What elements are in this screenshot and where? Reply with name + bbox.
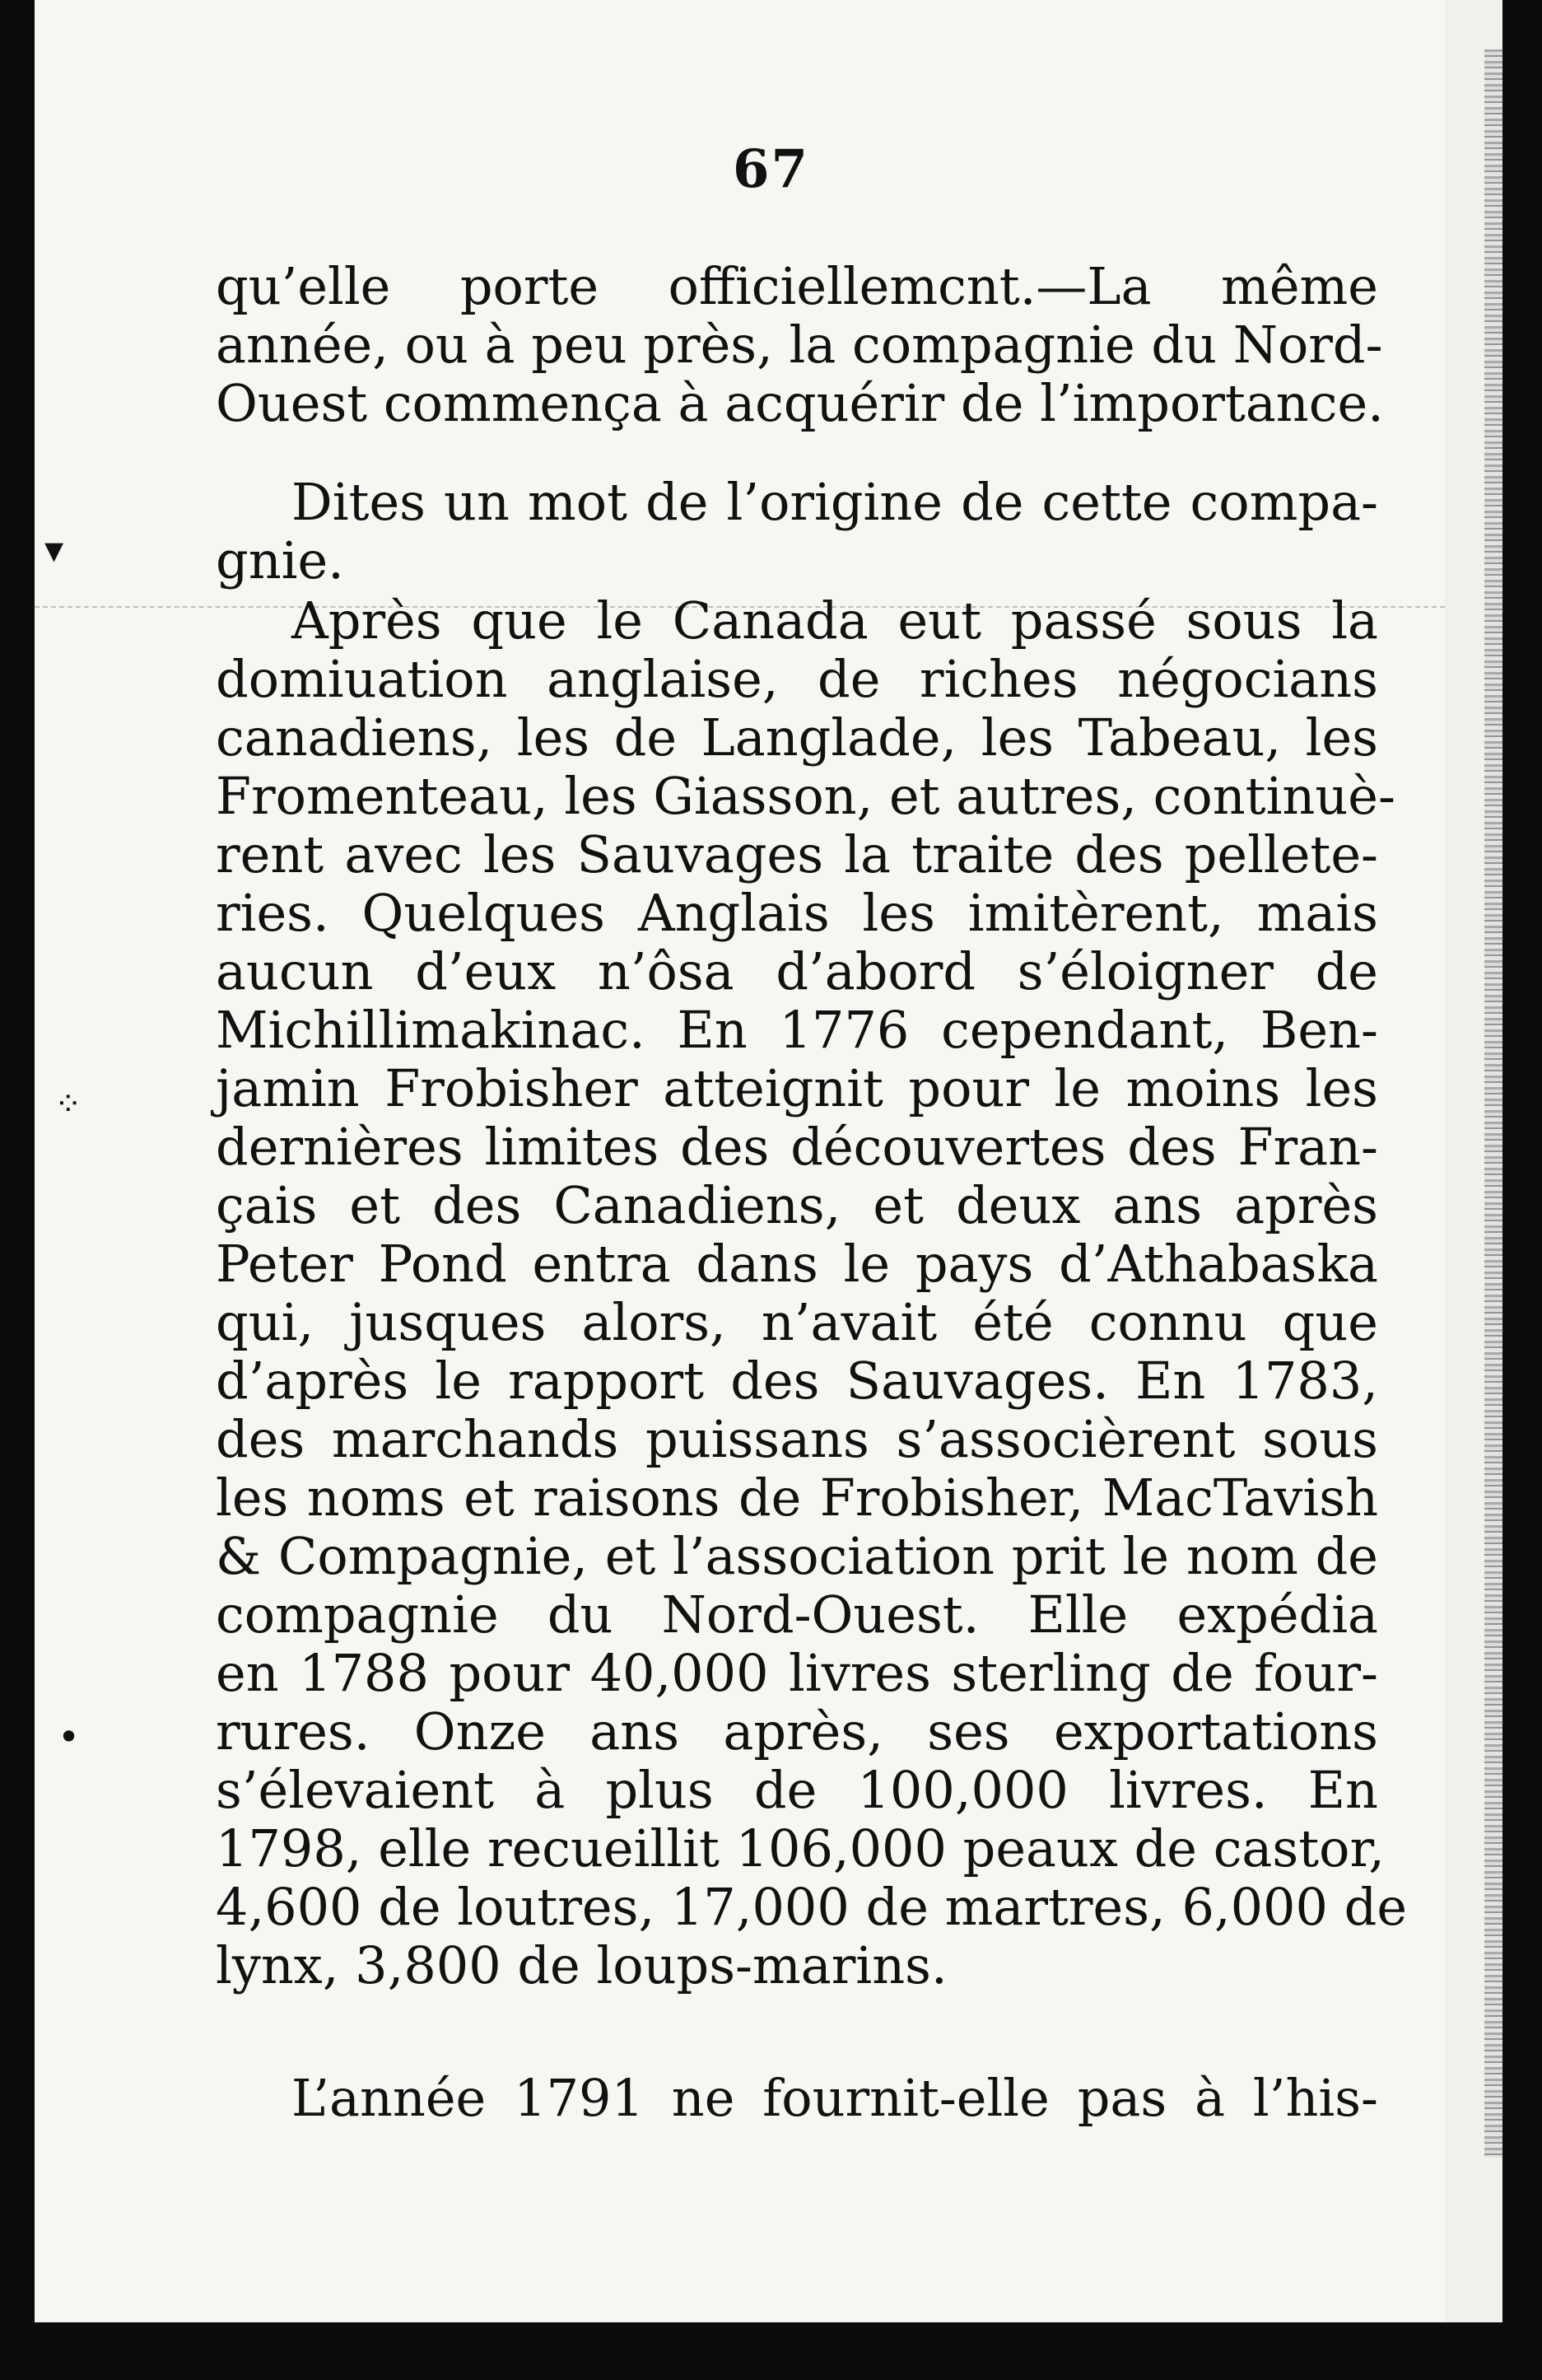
text-line: 4,600 de loutres, 17,000 de martres, 6,000 de — [216, 1877, 1408, 1937]
text-line: & Compagnie, et l’association prit le nom de — [216, 1526, 1378, 1586]
text-line: gnie. — [216, 530, 344, 590]
question-paragraph — [216, 2069, 1378, 2127]
text-line: rures. Onze ans après, ses exportations — [216, 1701, 1378, 1762]
text-line: dernières limites des découvertes des Fran- — [216, 1117, 1378, 1177]
text-line: Peter Pond entra dans le pays d’Athabaska — [216, 1234, 1378, 1294]
scan-edge-left — [0, 0, 35, 2380]
text-line: qui, jusques alors, n’avait été connu que — [216, 1292, 1378, 1352]
margin-mark: • — [58, 1715, 81, 1759]
text-line: Après que le Canada eut passé sous la — [291, 590, 1378, 651]
text-line: Michillimakinac. En 1776 cependant, Ben- — [216, 1000, 1378, 1060]
text-line: ries. Quelques Anglais les imitèrent, mais — [216, 883, 1378, 943]
text-line: s’élevaient à plus de 100,000 livres. En — [216, 1760, 1378, 1820]
text-line: d’après le rapport des Sauvages. En 1783, — [216, 1351, 1378, 1411]
question-paragraph — [216, 473, 1378, 590]
text-line: aucun d’eux n’ôsa d’abord s’éloigner de — [216, 941, 1378, 1001]
paragraph-continuation — [216, 256, 1384, 433]
scan-edge-bottom — [0, 2322, 1542, 2380]
text-line: qu’elle porte officiellemcnt.—La même — [216, 256, 1378, 316]
text-line: les noms et raisons de Frobisher, MacTavish — [216, 1468, 1378, 1528]
text-line: année, ou à peu près, la compagnie du Nord- — [216, 315, 1383, 375]
text-line: lynx, 3,800 de loups-marins. — [216, 1935, 948, 1995]
text-line: 1798, elle recueillit 106,000 peaux de castor, — [216, 1818, 1385, 1878]
text-line: L’année 1791 ne fournit-elle pas à l’his- — [291, 2068, 1378, 2128]
margin-mark: ⁘ — [54, 1085, 82, 1123]
margin-mark: ▾ — [44, 527, 64, 572]
scan-edge-noise — [1484, 49, 1502, 2158]
text-line: compagnie du Nord-Ouest. Elle expédia — [216, 1584, 1378, 1645]
text-line: rent avec les Sauvages la traite des pellete- — [216, 824, 1378, 884]
text-line: en 1788 pour 40,000 livres sterling de four- — [216, 1643, 1378, 1703]
text-line: çais et des Canadiens, et deux ans après — [216, 1175, 1378, 1235]
answer-paragraph — [216, 590, 1408, 1995]
text-line: des marchands puissans s’associèrent sous — [216, 1409, 1378, 1469]
text-line: Fromenteau, les Giasson, et autres, continuè- — [216, 766, 1395, 826]
text-line: domiuation anglaise, de riches négocians — [216, 649, 1378, 709]
text-line: Dites un mot de l’origine de cette compa- — [291, 472, 1378, 532]
scan-edge-right — [1502, 0, 1542, 2380]
text-line: canadiens, les de Langlade, les Tabeau, les — [216, 707, 1378, 768]
text-line: Ouest commença à acquérir de l’importance. — [216, 373, 1384, 433]
text-line: jamin Frobisher atteignit pour le moins les — [216, 1058, 1378, 1118]
page-number: 67 — [732, 138, 810, 200]
